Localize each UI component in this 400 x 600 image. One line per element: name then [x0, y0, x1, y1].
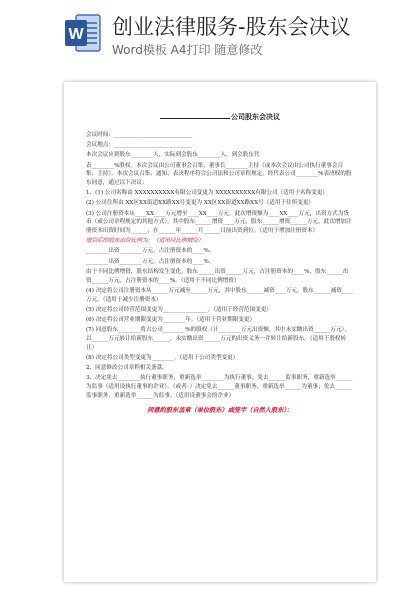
word-icon-letter: W: [68, 26, 84, 43]
unequal-increase-item: 由于不同比例增资，股东结构发生变化，股东______出资______万元，占注册资本的____%，股东______出资______万元，占注册资本的____%。（适用于不同比例增资）: [86, 268, 349, 284]
equity-transfer-item: (7) 同意股东________将占公司________%的股权（计________万元出资额，其中未实缴出资______万元），以______万元转让给新股东______，未实缴出资______万元的出资义务一并转让给新股东。（适用于股权转让）: [86, 327, 350, 351]
signature-line: 同意的股东盖章（单位股东）或签字（自然人股东）：: [147, 407, 293, 415]
word-icon: [64, 13, 102, 53]
shareholder-line-1: ________出资________万元，占注册资本的____%。: [86, 248, 215, 255]
attendance-line: 本次会议应到股东________人，实际到会股东________人，到会股东代: [86, 152, 260, 159]
document-title: 公司股东会决议: [86, 112, 354, 123]
address-change-item: (2) 公司住所由 XX区XX街道XX路XX号变更为 XX区XX街道XX路XX号（适用于住所变更）: [86, 200, 315, 207]
page-subtitle: Word模板 A4打印 随意修改: [112, 43, 263, 57]
capital-increase-item: (3) 公司注册资本从____XX____万元增至____XX____万元，此次增资额为____XX____万元，出资方式为货币（或公司章程规定的其他方式），其中股东______增资____万元，股东______增资______万元，此次增加注册资本出资时间为______，在______年______月______日前出资到位。（适用于增加注册资本）: [86, 210, 352, 234]
template-header: [0, 0, 400, 66]
business-scope-item: (5) 决定将公司经营范围变更为________________。（适用于经营范围变更）: [86, 306, 272, 313]
capital-decrease-item: (4) 决定将公司注册资本从______万元减至______万元，其中股东______减资____万元，股东______减资____万元。（适用于减少注册资本）: [86, 287, 354, 303]
meeting-place-line: 会议地点：____________________________: [86, 142, 193, 149]
director-change-item: 3、决定免去________执行董事职务，重新选举________为执行董事；免去______监事职务，重新选举______为监事（适用设执行董事的企业）。（或者：）决定免去______董事职务，重新选举______为董事；免去______监事职务，重新选举______为监事。（适用设董事会的企业）: [86, 375, 353, 399]
document-body: [86, 112, 354, 416]
articles-amendment-item: 2、同意修改公司章程相关条款。: [86, 365, 168, 372]
title-blank: [160, 112, 230, 119]
business-term-item: (6) 决定将公司营业期限变更为________年。（适用于营业期限变更）: [86, 317, 256, 324]
shareholder-line-2: ________出资________万元，占注册资本的____%。: [86, 258, 215, 265]
page-title: 创业法律服务-股东会决议: [112, 15, 351, 39]
document-preview[interactable]: [64, 82, 376, 582]
name-change-item: 1、(1) 公司名称由 XXXXXXXXXX有限公司变更为 XXXXXXXXXX有限公司（适用于名称变更）: [86, 190, 328, 197]
meeting-time-line: 会议时间：____________________________: [86, 131, 193, 138]
resolution-intro: 表________%股权。本次会议由公司董事会召集，董事长________主持（或本次会议由公司执行董事会召集、主持）。本次会议召集、通知、表决程序符合公司法和公司章程规定。经代表公司________%表决权的股东同意，通过以下决议：: [86, 162, 352, 186]
company-type-item: (8) 决定将公司类型变更为________。（适用于公司类型变更）: [86, 354, 239, 361]
proportion-heading: 增资后的股东出资比例为：（适用同比例增资）: [86, 238, 204, 245]
